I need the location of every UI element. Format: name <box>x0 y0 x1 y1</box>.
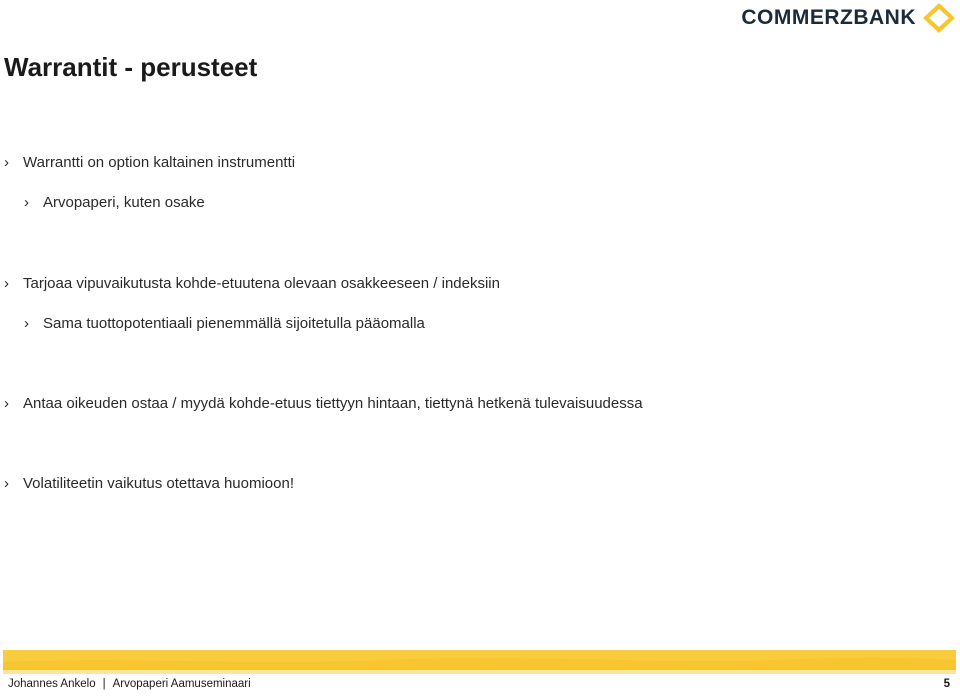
footer-event: Arvopaperi Aamuseminaari <box>112 678 251 690</box>
chevron-right-icon: › <box>24 194 29 211</box>
bullet-text: Tarjoaa vipuvaikutusta kohde-etuutena olevaan osakkeeseen / indeksiin <box>23 275 500 292</box>
bullet-text: Warrantti on option kaltainen instrumentti <box>23 154 296 171</box>
page-number: 5 <box>943 678 950 690</box>
bullet-item <box>4 475 294 492</box>
logo-text: COMMERZBANK <box>741 6 916 29</box>
chevron-right-icon: › <box>4 475 9 492</box>
bullet-item <box>24 194 205 211</box>
footer-author: Johannes Ankelo <box>8 678 96 690</box>
commerzbank-ribbon-icon <box>922 2 956 34</box>
footer-text <box>8 678 251 690</box>
footer-brand-bar <box>3 650 956 670</box>
footer-separator: | <box>102 678 106 690</box>
bullet-text: Sama tuottopotentiaali pienemmällä sijoitetulla pääomalla <box>43 315 425 332</box>
bullet-text: Volatiliteetin vaikutus otettava huomioon! <box>23 475 295 492</box>
bullet-item <box>4 154 295 171</box>
chevron-right-icon: › <box>4 154 9 171</box>
footer-divider <box>3 670 956 674</box>
chevron-right-icon: › <box>24 315 29 332</box>
chevron-right-icon: › <box>4 395 9 412</box>
bullet-item <box>4 395 643 412</box>
commerzbank-logo <box>741 2 956 34</box>
chevron-right-icon: › <box>4 275 9 292</box>
slide-title: Warrantit - perusteet <box>4 52 258 82</box>
bullet-item <box>24 315 425 332</box>
bullet-item <box>4 275 500 292</box>
footer-wave-decoration <box>3 650 956 670</box>
bullet-text: Antaa oikeuden ostaa / myydä kohde-etuus tiettyyn hintaan, tiettynä hetkenä tulevaisuudessa <box>23 395 643 412</box>
bullet-text: Arvopaperi, kuten osake <box>43 194 205 211</box>
